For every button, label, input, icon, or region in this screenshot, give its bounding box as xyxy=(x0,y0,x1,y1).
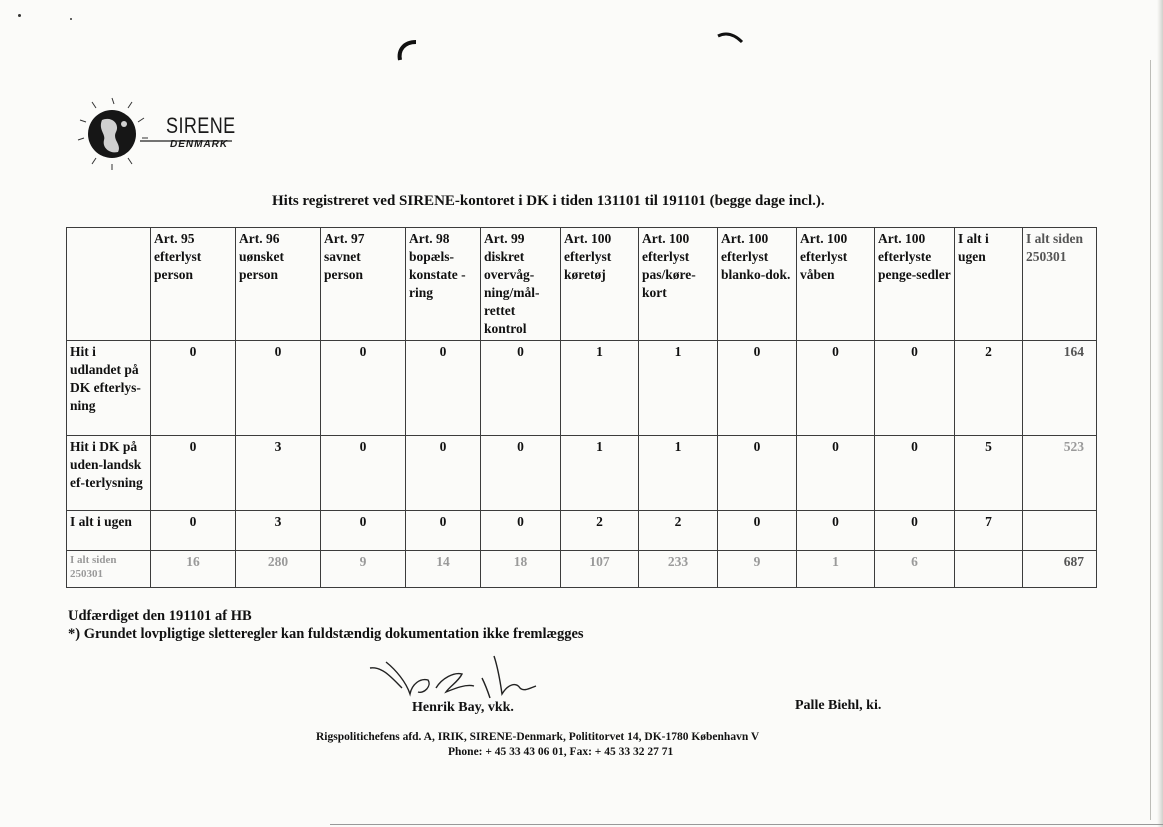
table-cell: 0 xyxy=(718,436,797,511)
footnote: *) Grundet lovpligtige sletteregler kan fuldstændig dokumentation ikke fremlægges xyxy=(68,626,584,642)
punch-hole-mark-right xyxy=(716,30,744,46)
table-cell: 0 xyxy=(481,341,561,436)
table-cell: 0 xyxy=(151,511,236,551)
table-cell: 5 xyxy=(955,436,1023,511)
table-cell: 1 xyxy=(561,341,639,436)
row-label: I alt siden 250301 xyxy=(67,551,151,588)
table-cell: 107 xyxy=(561,551,639,588)
table-cell: 0 xyxy=(797,511,875,551)
document-heading: Hits registreret ved SIRENE-kontoret i DK i tiden 131101 til 191101 (begge dage incl.). xyxy=(272,193,825,209)
table-cell: 280 xyxy=(236,551,321,588)
row-label: Hit i DK på uden-landsk ef-terlysning xyxy=(67,436,151,511)
column-header: Art. 100 efterlyst blanko-dok. xyxy=(718,228,797,341)
table-row xyxy=(67,341,1097,436)
column-header: Art. 95 efterlyst person xyxy=(151,228,236,341)
table-cell: 2 xyxy=(639,511,718,551)
table-cell: 0 xyxy=(797,436,875,511)
table-cell: 0 xyxy=(797,341,875,436)
table-cell: 0 xyxy=(718,511,797,551)
table-cell: 233 xyxy=(639,551,718,588)
table-cell: 18 xyxy=(481,551,561,588)
table-cell: 7 xyxy=(955,511,1023,551)
column-header: Art. 98 bopæls-konstate -ring xyxy=(406,228,481,341)
column-header: Art. 100 efterlyst våben xyxy=(797,228,875,341)
table-cell: 0 xyxy=(481,436,561,511)
table-cell: 0 xyxy=(875,341,955,436)
table-cell: 0 xyxy=(321,341,406,436)
table-cell: 164 xyxy=(1023,341,1097,436)
table-cell: 2 xyxy=(561,511,639,551)
table-cell: 0 xyxy=(875,436,955,511)
prepared-note: Udfærdiget den 191101 af HB xyxy=(68,608,252,624)
table-cell: 0 xyxy=(321,511,406,551)
column-header: Art. 100 efterlyst pas/køre-kort xyxy=(639,228,718,341)
column-header: Art. 100 efterlyste penge-sedler xyxy=(875,228,955,341)
column-header: Art. 96 uønsket person xyxy=(236,228,321,341)
scan-bottom-edge xyxy=(330,824,1163,825)
table-cell xyxy=(1023,511,1097,551)
table-cell: 687 xyxy=(1023,551,1097,588)
table-cell: 1 xyxy=(639,341,718,436)
table-row xyxy=(67,436,1097,511)
handwritten-signature xyxy=(362,648,562,708)
table-row xyxy=(67,551,1097,588)
table-cell: 3 xyxy=(236,511,321,551)
column-header: Art. 97 savnet person xyxy=(321,228,406,341)
table-cell: 0 xyxy=(151,341,236,436)
table-cell: 1 xyxy=(561,436,639,511)
phone-line: Phone: + 45 33 43 06 01, Fax: + 45 33 32 27 71 xyxy=(448,746,674,758)
logo-title: SIRENE xyxy=(166,113,236,138)
table-cell: 16 xyxy=(151,551,236,588)
column-header: Art. 99 diskret overvåg-ning/mål-rettet kontrol xyxy=(481,228,561,341)
table-row xyxy=(67,511,1097,551)
column-header: Art. 100 efterlyst køretøj xyxy=(561,228,639,341)
table-cell: 0 xyxy=(151,436,236,511)
table-cell: 0 xyxy=(406,436,481,511)
row-label: I alt i ugen xyxy=(67,511,151,551)
table-cell: 0 xyxy=(481,511,561,551)
table-cell: 0 xyxy=(406,511,481,551)
table-cell: 2 xyxy=(955,341,1023,436)
table-cell: 9 xyxy=(718,551,797,588)
table-cell xyxy=(955,551,1023,588)
column-header: I alt i ugen xyxy=(955,228,1023,341)
table-cell: 0 xyxy=(236,341,321,436)
table-cell: 6 xyxy=(875,551,955,588)
scan-speck xyxy=(70,18,72,20)
scan-edge xyxy=(1150,60,1151,820)
scan-speck xyxy=(18,14,21,17)
hits-table xyxy=(66,227,1097,588)
signatory-left: Henrik Bay, vkk. xyxy=(412,700,514,715)
column-header: I alt siden 250301 xyxy=(1023,228,1097,341)
table-cell: 3 xyxy=(236,436,321,511)
table-cell: 0 xyxy=(718,341,797,436)
address-line: Rigspolitichefens afd. A, IRIK, SIRENE-Denmark, Polititorvet 14, DK-1780 København V xyxy=(316,731,760,743)
scan-edge-shadow xyxy=(1157,0,1163,827)
table-cell: 9 xyxy=(321,551,406,588)
table-cell: 0 xyxy=(406,341,481,436)
table-cell: 0 xyxy=(875,511,955,551)
punch-hole-mark-left xyxy=(396,38,422,62)
logo-subtitle: DENMARK xyxy=(170,139,229,150)
table-header-row xyxy=(67,228,1097,341)
row-label: Hit i udlandet på DK efterlys-ning xyxy=(67,341,151,436)
table-cell: 14 xyxy=(406,551,481,588)
table-cell: 1 xyxy=(797,551,875,588)
table-cell: 0 xyxy=(321,436,406,511)
table-cell: 523 xyxy=(1023,436,1097,511)
column-header xyxy=(67,228,151,341)
table-cell: 1 xyxy=(639,436,718,511)
signatory-right: Palle Biehl, ki. xyxy=(795,698,882,713)
